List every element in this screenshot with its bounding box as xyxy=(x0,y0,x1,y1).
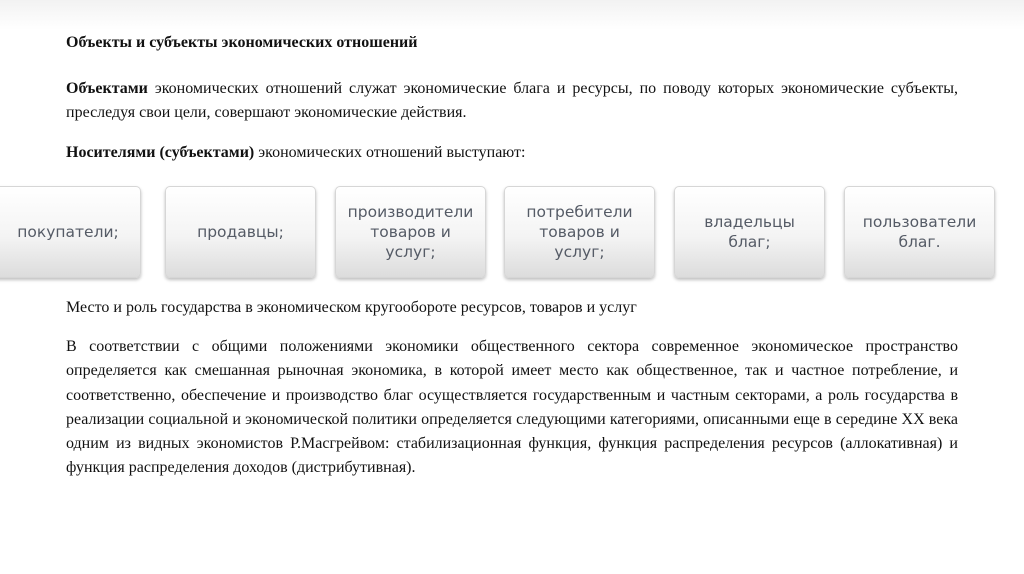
subject-boxes xyxy=(0,184,1024,279)
subjects-text: экономических отношений выступают: xyxy=(254,144,526,161)
subjects-term: Носителями (субъектами) xyxy=(66,144,255,161)
objects-paragraph xyxy=(66,77,958,125)
objects-term: Объектами xyxy=(66,80,148,97)
subject-box-buyers: покупатели; xyxy=(0,186,141,278)
state-heading: Место и роль государства в экономическом кругообороте ресурсов, товаров и услуг xyxy=(66,299,637,316)
subject-box-users: пользователи благ. xyxy=(844,186,995,278)
subject-box-owners: владельцы благ; xyxy=(674,186,825,278)
subjects-paragraph xyxy=(66,141,958,165)
subject-box-sellers: продавцы; xyxy=(165,186,316,278)
slide-title: Объекты и субъекты экономических отношений xyxy=(66,34,418,51)
state-paragraph: В соответствии с общими положениями экономики общественного сектора современное экономическое пространство определяется как смешанная рыночная экономика, в которой имеет место как общественное, так и частное потребление, и соответственно, обеспечение и производство благ осуществляется государственным и частным секторами, а роль государства в реализации социальной и экономической политики определяется следующими категориями, описанными еще в середине XX века одним из видных экономистов Р.Масгрейвом: стабилизационная функция, функция распределения ресурсов (аллокативная) и функция распределения доходов (дистрибутивная). xyxy=(66,338,958,477)
top-shade xyxy=(0,0,1024,30)
objects-text: экономических отношений служат экономические блага и ресурсы, по поводу которых экономические субъекты, преследуя свои цели, совершают экономические действия. xyxy=(66,80,958,121)
subject-box-producers: производители товаров и услуг; xyxy=(335,186,486,278)
subject-box-consumers: потребители товаров и услуг; xyxy=(504,186,655,278)
